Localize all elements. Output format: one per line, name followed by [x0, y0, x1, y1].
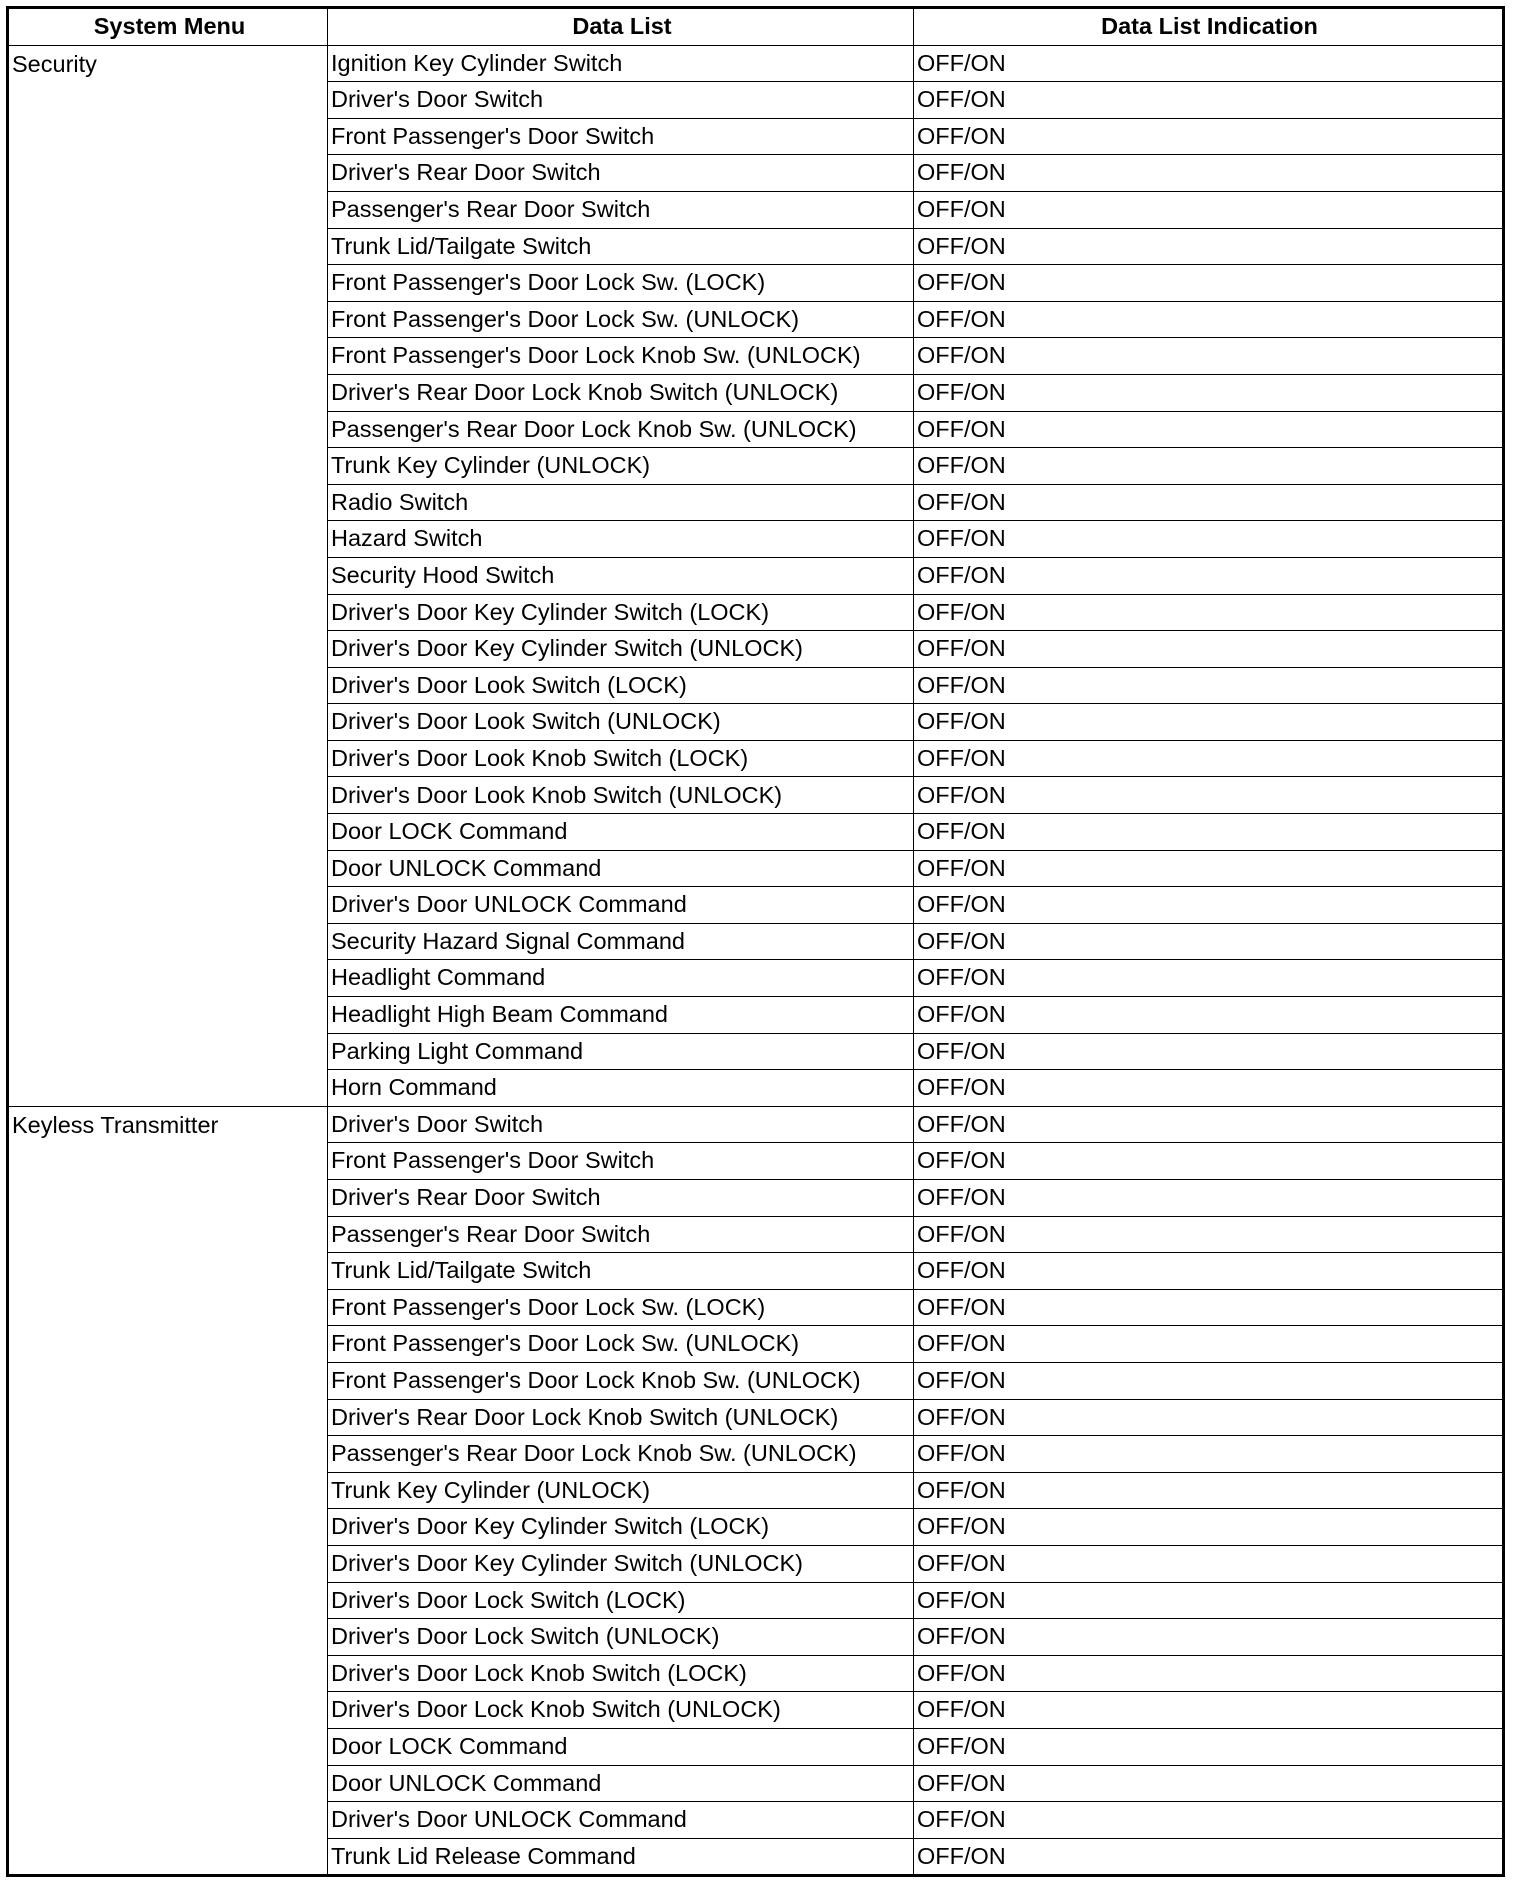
indication-cell: OFF/ON [914, 1399, 1504, 1436]
indication-cell: OFF/ON [914, 45, 1504, 82]
indication-cell: OFF/ON [914, 704, 1504, 741]
data-list-cell: Door UNLOCK Command [328, 850, 914, 887]
data-list-cell: Driver's Rear Door Switch [328, 155, 914, 192]
data-list-cell: Passenger's Rear Door Lock Knob Sw. (UNLOCK) [328, 1436, 914, 1473]
indication-cell: OFF/ON [914, 1765, 1504, 1802]
data-list-cell: Front Passenger's Door Lock Sw. (UNLOCK) [328, 1326, 914, 1363]
table-row [8, 45, 1504, 82]
data-list-cell: Driver's Door UNLOCK Command [328, 1802, 914, 1839]
header-data-list-indication: Data List Indication [914, 8, 1504, 46]
indication-cell: OFF/ON [914, 1728, 1504, 1765]
indication-cell: OFF/ON [914, 155, 1504, 192]
indication-cell: OFF/ON [914, 960, 1504, 997]
indication-cell: OFF/ON [914, 814, 1504, 851]
indication-cell: OFF/ON [914, 1253, 1504, 1290]
indication-cell: OFF/ON [914, 777, 1504, 814]
data-list-cell: Driver's Door Key Cylinder Switch (LOCK) [328, 1509, 914, 1546]
indication-cell: OFF/ON [914, 1143, 1504, 1180]
data-list-cell: Radio Switch [328, 484, 914, 521]
indication-cell: OFF/ON [914, 521, 1504, 558]
indication-cell: OFF/ON [914, 1362, 1504, 1399]
data-list-cell: Front Passenger's Door Lock Sw. (LOCK) [328, 1289, 914, 1326]
data-list-cell: Passenger's Rear Door Switch [328, 191, 914, 228]
data-list-cell: Trunk Key Cylinder (UNLOCK) [328, 448, 914, 485]
indication-cell: OFF/ON [914, 1180, 1504, 1217]
data-list-cell: Trunk Lid Release Command [328, 1838, 914, 1876]
indication-cell: OFF/ON [914, 1070, 1504, 1107]
indication-cell: OFF/ON [914, 301, 1504, 338]
data-list-cell: Trunk Lid/Tailgate Switch [328, 228, 914, 265]
table-row [8, 1106, 1504, 1143]
data-list-cell: Horn Command [328, 1070, 914, 1107]
data-list-cell: Driver's Door Look Knob Switch (LOCK) [328, 740, 914, 777]
indication-cell: OFF/ON [914, 1289, 1504, 1326]
indication-cell: OFF/ON [914, 1436, 1504, 1473]
data-list-cell: Driver's Door Lock Knob Switch (UNLOCK) [328, 1692, 914, 1729]
data-list-cell: Door LOCK Command [328, 1728, 914, 1765]
data-list-cell: Passenger's Rear Door Lock Knob Sw. (UNLOCK) [328, 411, 914, 448]
data-list-cell: Driver's Rear Door Lock Knob Switch (UNLOCK) [328, 374, 914, 411]
data-list-cell: Driver's Door Lock Switch (LOCK) [328, 1582, 914, 1619]
data-list-cell: Front Passenger's Door Lock Sw. (UNLOCK) [328, 301, 914, 338]
indication-cell: OFF/ON [914, 1472, 1504, 1509]
indication-cell: OFF/ON [914, 740, 1504, 777]
indication-cell: OFF/ON [914, 1509, 1504, 1546]
indication-cell: OFF/ON [914, 228, 1504, 265]
indication-cell: OFF/ON [914, 1838, 1504, 1876]
data-list-cell: Driver's Door Key Cylinder Switch (UNLOCK) [328, 631, 914, 668]
indication-cell: OFF/ON [914, 338, 1504, 375]
indication-cell: OFF/ON [914, 1692, 1504, 1729]
system-menu-cell: Keyless Transmitter [8, 1106, 328, 1875]
data-list-cell: Driver's Door UNLOCK Command [328, 887, 914, 924]
indication-cell: OFF/ON [914, 484, 1504, 521]
indication-cell: OFF/ON [914, 631, 1504, 668]
data-list-cell: Front Passenger's Door Lock Sw. (LOCK) [328, 265, 914, 302]
header-data-list: Data List [328, 8, 914, 46]
data-list-cell: Headlight High Beam Command [328, 997, 914, 1034]
data-list-cell: Driver's Door Lock Switch (UNLOCK) [328, 1619, 914, 1656]
data-list-table [6, 6, 1505, 1877]
system-menu-cell: Security [8, 45, 328, 1106]
indication-cell: OFF/ON [914, 1655, 1504, 1692]
indication-cell: OFF/ON [914, 923, 1504, 960]
data-list-cell: Door LOCK Command [328, 814, 914, 851]
data-list-cell: Security Hazard Signal Command [328, 923, 914, 960]
data-list-cell: Passenger's Rear Door Switch [328, 1216, 914, 1253]
indication-cell: OFF/ON [914, 997, 1504, 1034]
indication-cell: OFF/ON [914, 411, 1504, 448]
indication-cell: OFF/ON [914, 82, 1504, 119]
data-list-cell: Front Passenger's Door Switch [328, 1143, 914, 1180]
header-system-menu: System Menu [8, 8, 328, 46]
data-list-cell: Driver's Door Switch [328, 1106, 914, 1143]
data-list-cell: Driver's Door Switch [328, 82, 914, 119]
indication-cell: OFF/ON [914, 1545, 1504, 1582]
indication-cell: OFF/ON [914, 191, 1504, 228]
indication-cell: OFF/ON [914, 594, 1504, 631]
data-list-cell: Trunk Key Cylinder (UNLOCK) [328, 1472, 914, 1509]
indication-cell: OFF/ON [914, 1216, 1504, 1253]
indication-cell: OFF/ON [914, 667, 1504, 704]
header-row [8, 8, 1504, 46]
data-list-cell: Driver's Door Look Switch (UNLOCK) [328, 704, 914, 741]
indication-cell: OFF/ON [914, 557, 1504, 594]
data-list-cell: Front Passenger's Door Lock Knob Sw. (UNLOCK) [328, 1362, 914, 1399]
data-list-cell: Hazard Switch [328, 521, 914, 558]
indication-cell: OFF/ON [914, 1326, 1504, 1363]
indication-cell: OFF/ON [914, 850, 1504, 887]
data-list-cell: Ignition Key Cylinder Switch [328, 45, 914, 82]
data-list-cell: Driver's Door Lock Knob Switch (LOCK) [328, 1655, 914, 1692]
data-list-cell: Security Hood Switch [328, 557, 914, 594]
data-list-cell: Driver's Rear Door Lock Knob Switch (UNLOCK) [328, 1399, 914, 1436]
indication-cell: OFF/ON [914, 265, 1504, 302]
data-list-cell: Driver's Rear Door Switch [328, 1180, 914, 1217]
indication-cell: OFF/ON [914, 1619, 1504, 1656]
data-list-cell: Headlight Command [328, 960, 914, 997]
data-list-cell: Parking Light Command [328, 1033, 914, 1070]
data-list-cell: Driver's Door Key Cylinder Switch (LOCK) [328, 594, 914, 631]
data-list-cell: Driver's Door Look Knob Switch (UNLOCK) [328, 777, 914, 814]
indication-cell: OFF/ON [914, 374, 1504, 411]
indication-cell: OFF/ON [914, 1033, 1504, 1070]
indication-cell: OFF/ON [914, 448, 1504, 485]
data-list-cell: Door UNLOCK Command [328, 1765, 914, 1802]
table-body [8, 45, 1504, 1876]
data-list-cell: Front Passenger's Door Switch [328, 118, 914, 155]
data-list-cell: Driver's Door Look Switch (LOCK) [328, 667, 914, 704]
indication-cell: OFF/ON [914, 1582, 1504, 1619]
indication-cell: OFF/ON [914, 887, 1504, 924]
indication-cell: OFF/ON [914, 1106, 1504, 1143]
data-list-cell: Trunk Lid/Tailgate Switch [328, 1253, 914, 1290]
indication-cell: OFF/ON [914, 118, 1504, 155]
data-list-cell: Driver's Door Key Cylinder Switch (UNLOCK) [328, 1545, 914, 1582]
indication-cell: OFF/ON [914, 1802, 1504, 1839]
data-list-cell: Front Passenger's Door Lock Knob Sw. (UNLOCK) [328, 338, 914, 375]
